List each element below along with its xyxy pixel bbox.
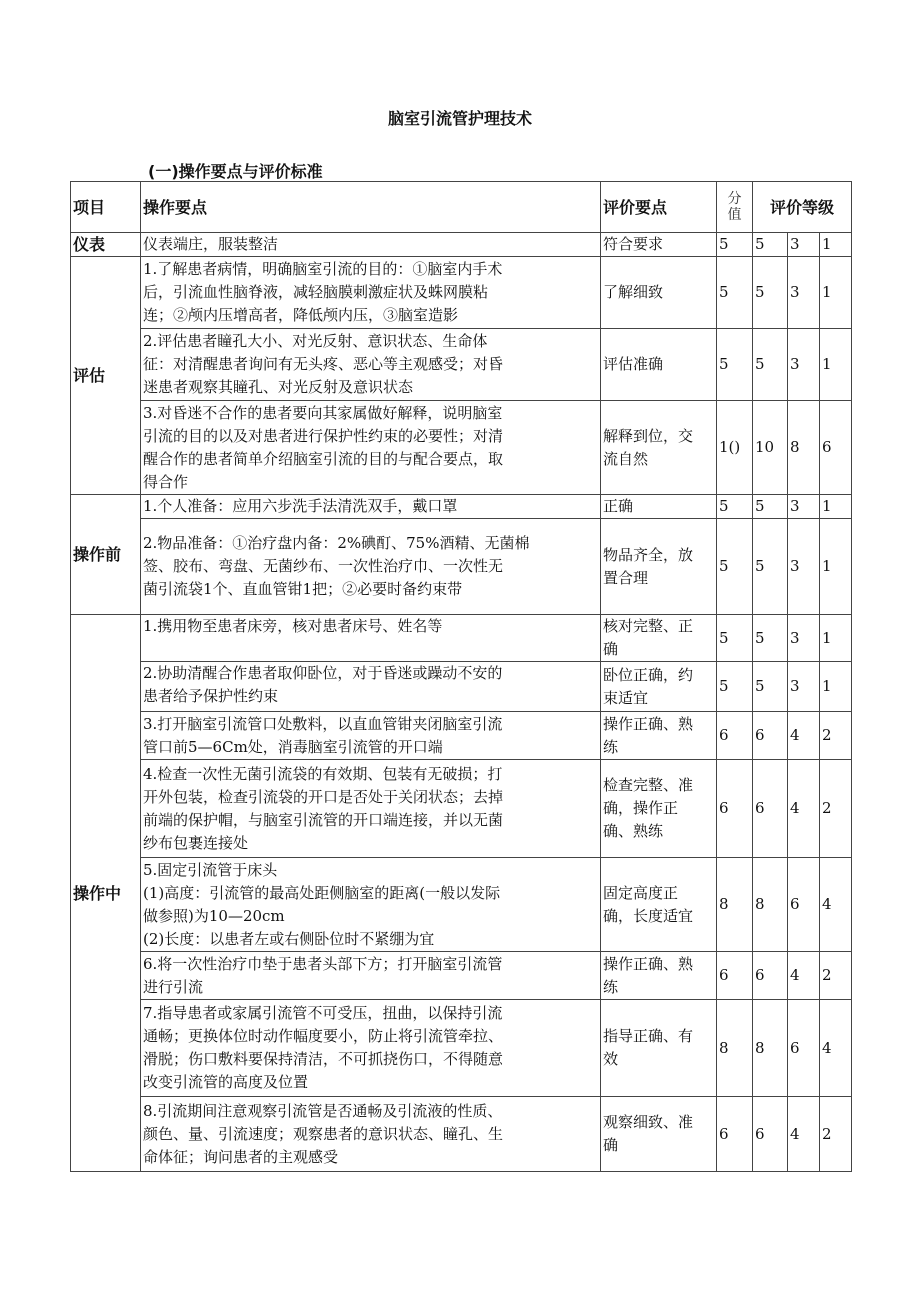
- operation-point-line: 3.对昏迷不合作的患者要向其家属做好解释，说明脑室: [143, 403, 503, 422]
- criteria-line: 效: [603, 1050, 619, 1068]
- grade-3-cell: 1: [820, 233, 852, 257]
- criteria-line: 评估准确: [603, 355, 664, 373]
- section-name: 操作中: [71, 615, 141, 1172]
- operation-point-line: 进行引流: [143, 977, 204, 996]
- grade-2-cell: 4: [788, 760, 820, 858]
- criteria-line: 物品齐全，放: [603, 545, 694, 564]
- score-cell: 5: [717, 257, 753, 329]
- grade-1-cell: 10: [753, 401, 788, 495]
- operation-point-line: 引流的目的以及对患者进行保护性约束的必要性；对清: [143, 426, 504, 445]
- grade-2-cell: 3: [788, 329, 820, 401]
- table-row: [71, 1000, 852, 1097]
- criteria-cell: [601, 257, 717, 329]
- header-points: 操作要点: [141, 182, 601, 233]
- criteria-line: 流自然: [603, 449, 649, 468]
- operation-points-cell: [141, 257, 601, 329]
- grade-2-cell: 4: [788, 712, 820, 760]
- grade-1-cell: 5: [753, 257, 788, 329]
- criteria-cell: [601, 519, 717, 615]
- grade-1-cell: 8: [753, 858, 788, 952]
- criteria-line: 指导正确、有: [603, 1027, 694, 1045]
- operation-point-line: 纱布包裹连接处: [143, 833, 249, 852]
- operation-point-line: 2.物品准备：①治疗盘内备：2%碘酊、75%酒精、无菌棉: [143, 534, 530, 552]
- criteria-line: 检查完整、准: [603, 776, 694, 794]
- operation-points-cell: [141, 519, 601, 615]
- operation-point-line: 仪表端庄，服装整洁: [143, 235, 279, 253]
- operation-point-line: 管口前5—6Cm处，消毒脑室引流管的开口端: [143, 737, 443, 756]
- grade-3-cell: 6: [820, 401, 852, 495]
- operation-points-cell: [141, 952, 601, 1000]
- operation-point-line: 签、胶布、弯盘、无菌纱布、一次性治疗巾、一次性无: [143, 557, 504, 575]
- score-cell: 6: [717, 760, 753, 858]
- operation-points-cell: [141, 760, 601, 858]
- table-header-row: [71, 182, 852, 233]
- score-cell: 6: [717, 712, 753, 760]
- operation-point-line: 8.引流期间注意观察引流管是否通畅及引流液的性质、: [143, 1101, 503, 1120]
- criteria-line: 确，长度适宜: [603, 906, 694, 925]
- section-name: 操作前: [71, 495, 141, 615]
- grade-1-cell: 5: [753, 519, 788, 615]
- criteria-line: 确，操作正: [603, 799, 679, 817]
- table-row: [71, 662, 852, 712]
- criteria-cell: [601, 233, 717, 257]
- operation-point-line: 滑脱；伤口敷料要保持清洁，不可抓挠伤口，不得随意: [143, 1050, 504, 1068]
- operation-point-line: 醒合作的患者简单介绍脑室引流的目的与配合要点，取: [143, 449, 504, 468]
- table-row: [71, 495, 852, 519]
- grade-1-cell: 5: [753, 495, 788, 519]
- grade-1-cell: 6: [753, 760, 788, 858]
- table-row: [71, 1097, 852, 1172]
- criteria-cell: [601, 495, 717, 519]
- operation-point-line: 得合作: [143, 472, 189, 491]
- criteria-cell: [601, 615, 717, 662]
- evaluation-table: [70, 181, 852, 1172]
- grade-3-cell: 1: [820, 257, 852, 329]
- section-name: 评估: [71, 257, 141, 495]
- criteria-line: 置合理: [603, 568, 649, 587]
- operation-point-line: 3.打开脑室引流管口处敷料，以直血管钳夹闭脑室引流: [143, 714, 503, 733]
- criteria-line: 练: [603, 977, 619, 996]
- grade-1-cell: 5: [753, 662, 788, 712]
- header-grade: 评价等级: [753, 182, 852, 233]
- operation-point-line: 命体征；询问患者的主观感受: [143, 1147, 339, 1166]
- criteria-cell: [601, 1000, 717, 1097]
- score-cell: 5: [717, 495, 753, 519]
- table-row: [71, 952, 852, 1000]
- grade-3-cell: 2: [820, 952, 852, 1000]
- grade-3-cell: 1: [820, 329, 852, 401]
- criteria-cell: [601, 712, 717, 760]
- table-row: [71, 615, 852, 662]
- operation-points-cell: [141, 233, 601, 257]
- criteria-line: 操作正确、熟: [603, 714, 694, 733]
- table-row: [71, 712, 852, 760]
- table-row: [71, 329, 852, 401]
- operation-points-cell: [141, 1097, 601, 1172]
- criteria-cell: [601, 760, 717, 858]
- grade-2-cell: 3: [788, 662, 820, 712]
- table-row: [71, 760, 852, 858]
- operation-points-cell: [141, 615, 601, 662]
- operation-point-line: 通畅；更换体位时动作幅度要小，防止将引流管牵拉、: [143, 1027, 504, 1045]
- header-score-line2: 值: [727, 207, 742, 223]
- grade-1-cell: 6: [753, 952, 788, 1000]
- table-row: [71, 257, 852, 329]
- table-row: [71, 858, 852, 952]
- grade-3-cell: 4: [820, 858, 852, 952]
- grade-2-cell: 8: [788, 401, 820, 495]
- operation-point-line: 5.固定引流管于床头: [143, 860, 278, 879]
- grade-1-cell: 6: [753, 1097, 788, 1172]
- criteria-line: 确、熟练: [603, 822, 664, 840]
- score-cell: 5: [717, 519, 753, 615]
- criteria-line: 卧位正确，约: [603, 665, 694, 684]
- grade-1-cell: 5: [753, 233, 788, 257]
- grade-3-cell: 1: [820, 495, 852, 519]
- grade-1-cell: 5: [753, 329, 788, 401]
- operation-point-line: 7.指导患者或家属引流管不可受压，扭曲，以保持引流: [143, 1004, 503, 1022]
- score-cell: 6: [717, 952, 753, 1000]
- header-score: [717, 182, 753, 233]
- operation-point-line: 连；②颅内压增高者，降低颅内压，③脑室造影: [143, 306, 459, 324]
- operation-point-line: 征：对清醒患者询问有无头疼、恶心等主观感受；对昏: [143, 355, 504, 373]
- operation-point-line: 后，引流血性脑脊液，减轻脑膜刺激症状及蛛网膜粘: [143, 283, 489, 301]
- grade-3-cell: 4: [820, 1000, 852, 1097]
- criteria-line: 解释到位，交: [603, 426, 694, 445]
- criteria-line: 确: [603, 1136, 619, 1154]
- score-cell: 8: [717, 858, 753, 952]
- criteria-line: 核对完整、正: [603, 617, 694, 635]
- grade-2-cell: 3: [788, 233, 820, 257]
- operation-points-cell: [141, 662, 601, 712]
- score-cell: 5: [717, 233, 753, 257]
- grade-3-cell: 1: [820, 615, 852, 662]
- criteria-cell: [601, 662, 717, 712]
- score-cell: 5: [717, 329, 753, 401]
- operation-point-line: 1.个人准备：应用六步洗手法清洗双手，戴口罩: [143, 497, 458, 515]
- operation-points-cell: [141, 495, 601, 519]
- criteria-line: 练: [603, 737, 619, 756]
- grade-3-cell: 1: [820, 519, 852, 615]
- section-heading: (一)操作要点与评价标准: [148, 162, 323, 181]
- grade-2-cell: 6: [788, 858, 820, 952]
- criteria-line: 了解细致: [603, 283, 664, 301]
- operation-point-line: 1.了解患者病情，明确脑室引流的目的：①脑室内手术: [143, 260, 503, 278]
- score-cell: 8: [717, 1000, 753, 1097]
- grade-3-cell: 2: [820, 760, 852, 858]
- operation-points-cell: [141, 401, 601, 495]
- criteria-cell: [601, 329, 717, 401]
- grade-1-cell: 6: [753, 712, 788, 760]
- operation-point-line: 患者给予保护性约束: [143, 687, 279, 705]
- operation-points-cell: [141, 712, 601, 760]
- grade-2-cell: 4: [788, 952, 820, 1000]
- grade-3-cell: 1: [820, 662, 852, 712]
- score-cell: 6: [717, 1097, 753, 1172]
- criteria-line: 束适宜: [603, 688, 649, 707]
- operation-point-line: 6.将一次性治疗巾垫于患者头部下方；打开脑室引流管: [143, 954, 503, 973]
- grade-2-cell: 4: [788, 1097, 820, 1172]
- operation-points-cell: [141, 329, 601, 401]
- grade-1-cell: 5: [753, 615, 788, 662]
- operation-point-line: 4.检查一次性无菌引流袋的有效期、包装有无破损；打: [143, 764, 503, 783]
- table-row: [71, 233, 852, 257]
- grade-3-cell: 2: [820, 1097, 852, 1172]
- header-score-line1: 分: [727, 191, 742, 207]
- operation-point-line: (1)高度：引流管的最高处距侧脑室的距离(一般以发际: [143, 883, 501, 902]
- document-title: 脑室引流管护理技术: [387, 109, 532, 128]
- criteria-cell: [601, 1097, 717, 1172]
- grade-1-cell: 8: [753, 1000, 788, 1097]
- operation-point-line: 2.协助清醒合作患者取仰卧位，对于昏迷或躁动不安的: [143, 664, 503, 682]
- operation-points-cell: [141, 858, 601, 952]
- grade-2-cell: 3: [788, 519, 820, 615]
- criteria-cell: [601, 952, 717, 1000]
- criteria-line: 符合要求: [603, 235, 664, 253]
- operation-point-line: 2.评估患者瞳孔大小、对光反射、意识状态、生命体: [143, 332, 488, 350]
- operation-point-line: 改变引流管的高度及位置: [143, 1073, 309, 1091]
- operation-point-line: 迷患者观察其瞳孔、对光反射及意识状态: [143, 378, 414, 396]
- grade-2-cell: 3: [788, 495, 820, 519]
- grade-2-cell: 3: [788, 615, 820, 662]
- criteria-cell: [601, 858, 717, 952]
- header-criteria: 评价要点: [601, 182, 717, 233]
- grade-2-cell: 3: [788, 257, 820, 329]
- section-name: 仪表: [71, 233, 141, 257]
- table-row: [71, 401, 852, 495]
- operation-point-line: (2)长度：以患者左或右侧卧位时不紧绷为宜: [143, 929, 435, 948]
- score-cell: 5: [717, 662, 753, 712]
- operation-points-cell: [141, 1000, 601, 1097]
- criteria-cell: [601, 401, 717, 495]
- header-item: 项目: [71, 182, 141, 233]
- grade-3-cell: 2: [820, 712, 852, 760]
- criteria-line: 观察细致、准: [603, 1113, 694, 1131]
- operation-point-line: 1.携用物至患者床旁，核对患者床号、姓名等: [143, 617, 443, 635]
- grade-2-cell: 6: [788, 1000, 820, 1097]
- criteria-line: 操作正确、熟: [603, 954, 694, 973]
- operation-point-line: 前端的保护帽，与脑室引流管的开口端连接，并以无菌: [143, 810, 504, 829]
- operation-point-line: 颜色、量、引流速度；观察患者的意识状态、瞳孔、生: [143, 1124, 504, 1143]
- criteria-line: 正确: [603, 497, 634, 515]
- criteria-line: 固定高度正: [603, 883, 679, 902]
- table-row: [71, 519, 852, 615]
- operation-point-line: 菌引流袋1个、直血管钳1把；②必要时备约束带: [143, 580, 463, 598]
- operation-point-line: 做参照)为10—20cm: [143, 906, 285, 925]
- criteria-line: 确: [603, 640, 619, 658]
- operation-point-line: 开外包装，检查引流袋的开口是否处于关闭状态；去掉: [143, 787, 504, 806]
- score-cell: 1(): [717, 401, 753, 495]
- score-cell: 5: [717, 615, 753, 662]
